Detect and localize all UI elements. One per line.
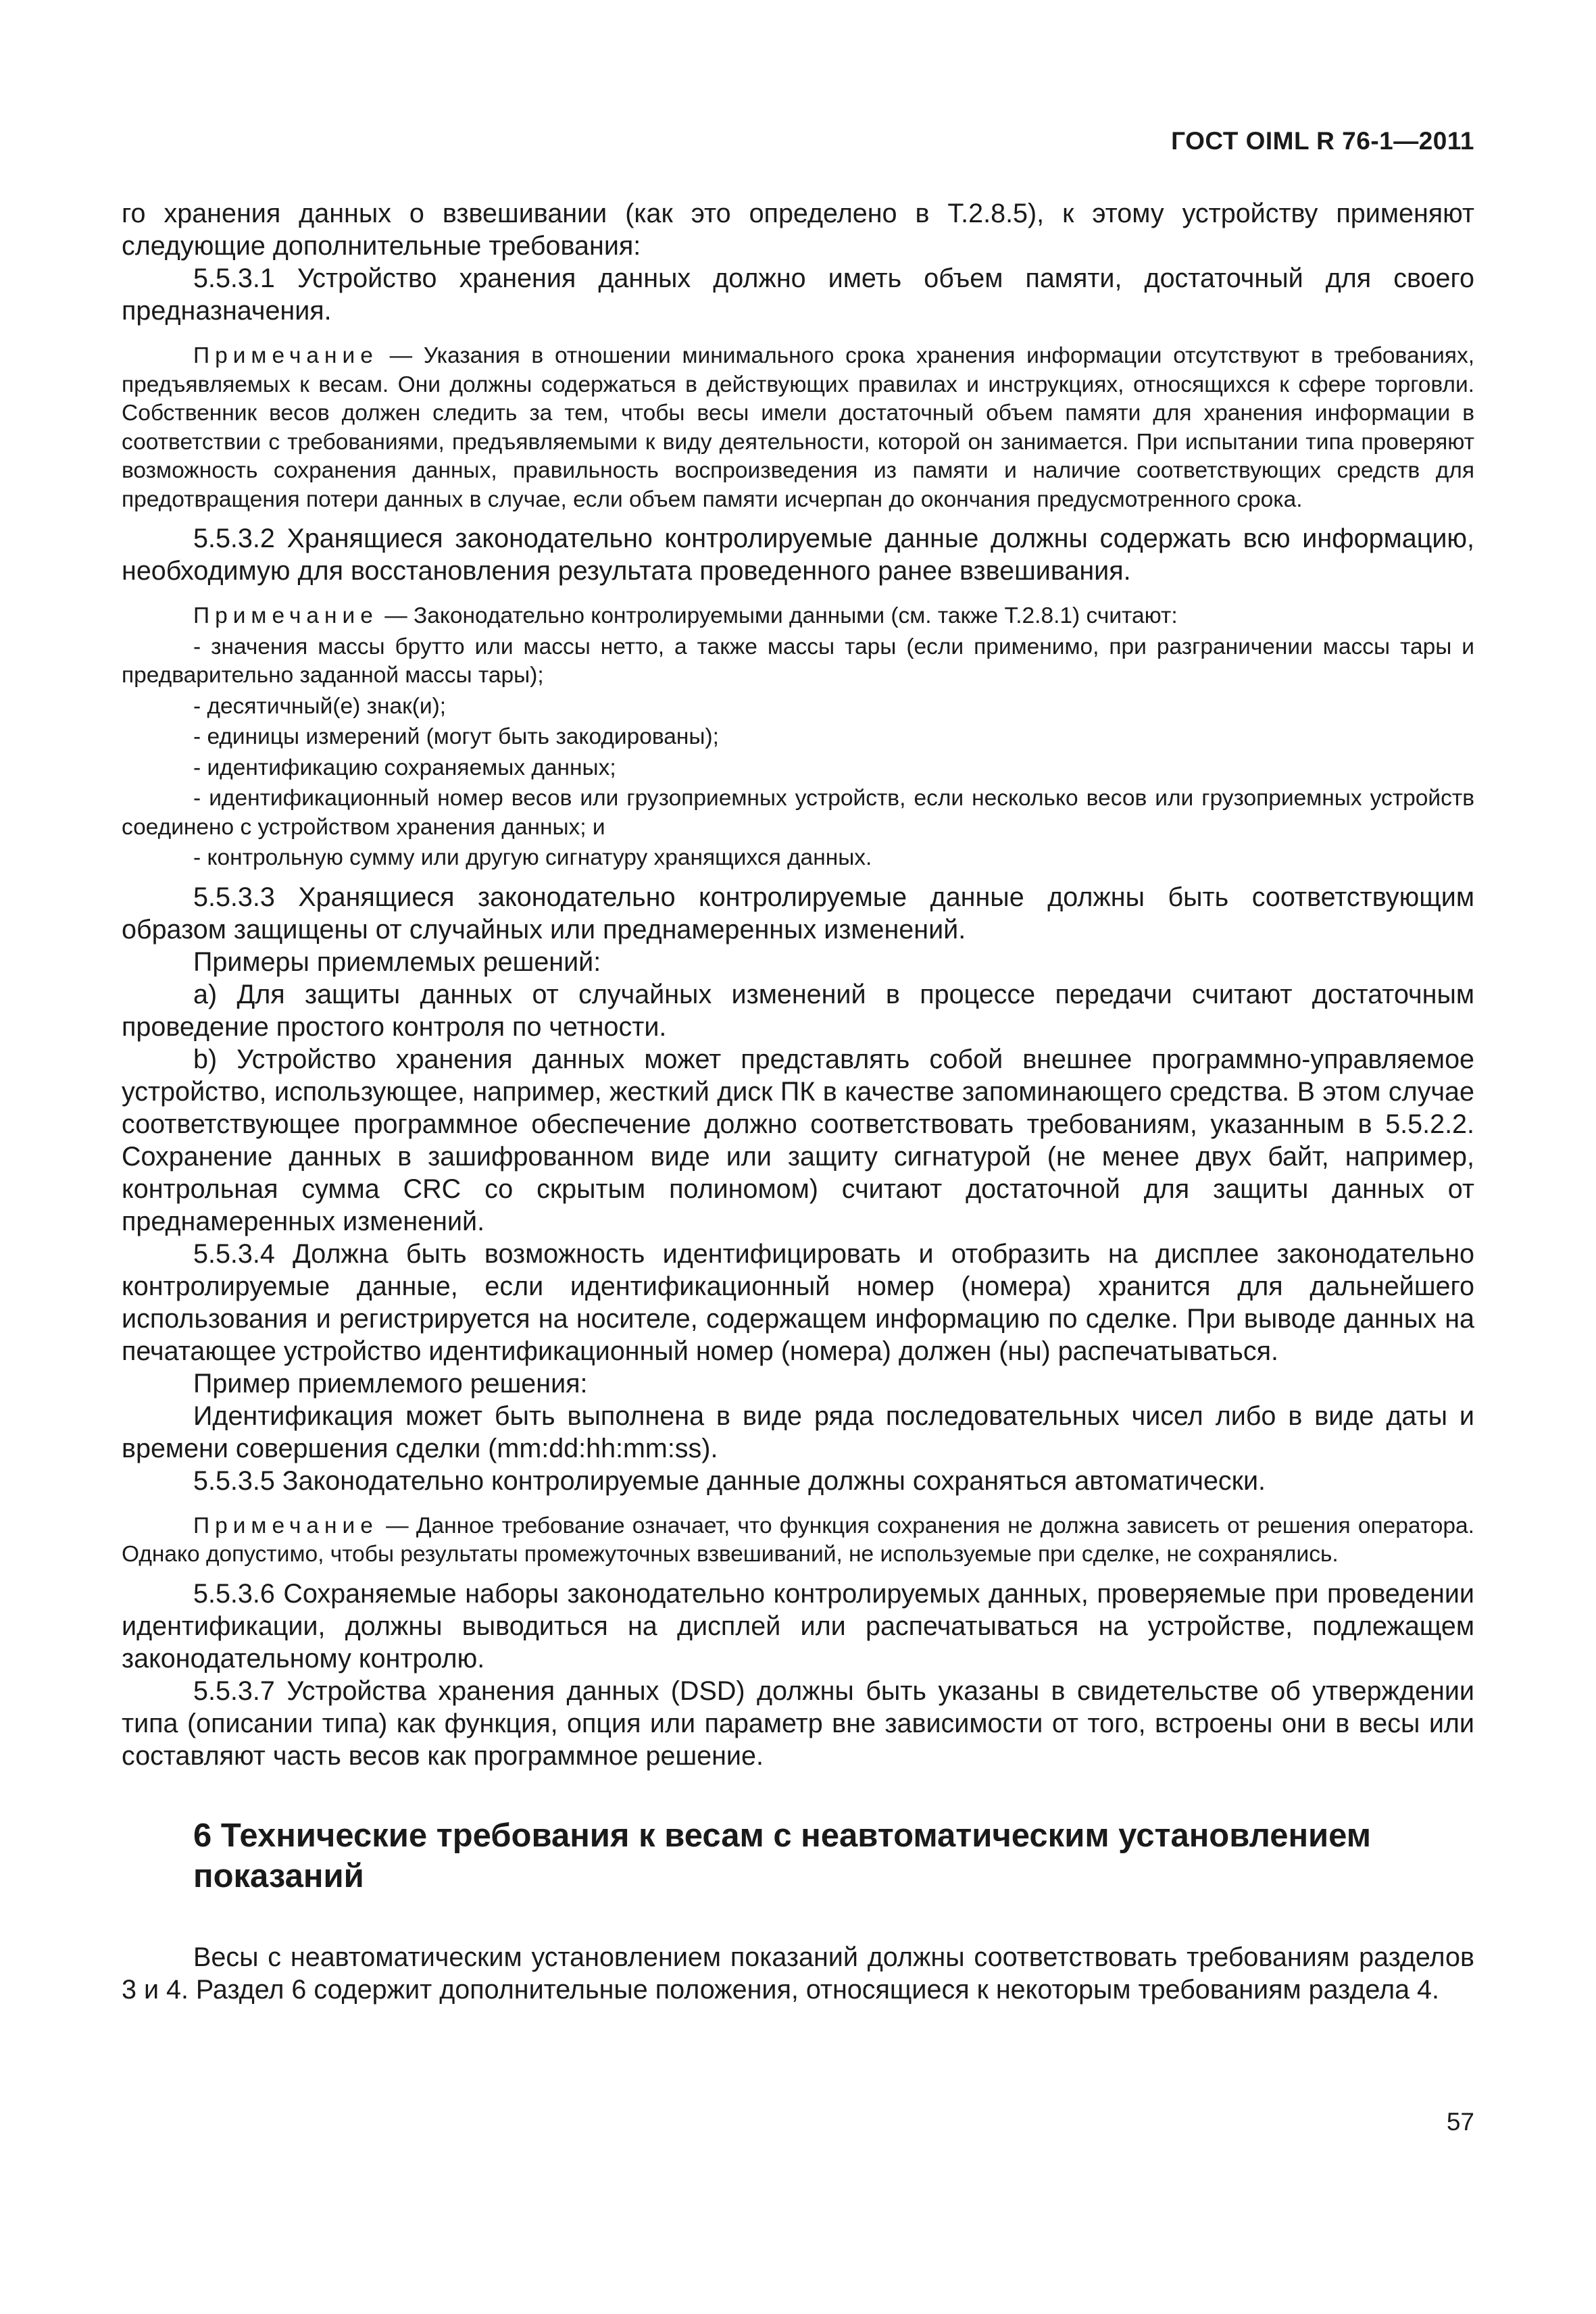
note-list-item: - идентификационный номер весов или грузоприемных устройств, если несколько весов или грузоприемных устройств соединено с устройством хранения данных; и	[122, 786, 1474, 840]
clause-5-5-3-5: 5.5.3.5 Законодательно контролируемые данные должны сохраняться автоматически.	[193, 1465, 1266, 1496]
example-identification: Идентификация может быть выполнена в виде ряда последовательных чисел либо в виде даты и времени совершения сделки (mm:dd:hh:mm:ss).	[122, 1401, 1474, 1463]
page-content	[122, 197, 1474, 2006]
note-label: Примечание	[193, 603, 378, 628]
note-text: — Указания в отношении минимального срока хранения информации отсутствуют в требованиях, предъявляемых к весам. Они должны содержаться в действующих правилах и инструкциях, относящихся к сфере торговли. Собственник весов должен следить за тем, чтобы весы имели достаточный объем памяти для хранения информации в соответствии с требованиями, предъявляемыми к виду деятельности, которой он занимается. При испытании типа проверяют возможность сохранения данных, правильность воспроизведения из памяти и наличие соответствующих средств для предотвращения потери данных в случае, если объем памяти исчерпан до окончания предусмотренного срока.	[122, 343, 1474, 512]
clause-5-5-3-6: 5.5.3.6 Сохраняемые наборы законодательно контролируемых данных, проверяемые при проведении идентификации, должны выводиться на дисплей или распечатываться на устройстве, подлежащем законодательному контролю.	[122, 1578, 1474, 1674]
note-paragraph	[122, 1512, 1474, 1569]
note-paragraph	[122, 602, 1474, 631]
note-auto-save	[122, 1512, 1474, 1569]
standard-code-header: ГОСТ OIML R 76-1—2011	[1171, 127, 1474, 155]
section-6-intro: Весы с неавтоматическим установлением показаний должны соответствовать требованиям разделов 3 и 4. Раздел 6 содержит дополнительные положения, относящиеся к некоторым требованиям раздела 4.	[122, 1942, 1474, 2005]
note-text: — Данное требование означает, что функция сохранения не должна зависеть от решения оператора. Однако допустимо, чтобы результаты промежуточных взвешиваний, не используемые при сделке, не сохранялись.	[122, 1513, 1474, 1567]
page-number: 57	[1446, 2108, 1474, 2136]
clause-5-5-3-3: 5.5.3.3 Хранящиеся законодательно контролируемые данные должны быть соответствующим образом защищены от случайных или преднамеренных изменений.	[122, 882, 1474, 945]
note-paragraph	[122, 342, 1474, 514]
section-6-heading: 6 Технические требования к весам с неавтоматическим установлением показаний	[193, 1817, 1372, 1894]
note-text: — Законодательно контролируемыми данными (см. также Т.2.8.1) считают:	[378, 603, 1178, 628]
note-label: Примечание	[193, 343, 378, 368]
note-list-item: - идентификацию сохраняемых данных;	[193, 755, 616, 780]
example-a: a) Для защиты данных от случайных изменений в процессе передачи считают достаточным проведение простого контроля по четности.	[122, 979, 1474, 1042]
clause-5-5-3-1: 5.5.3.1 Устройство хранения данных должно иметь объем памяти, достаточный для своего предназначения.	[122, 263, 1474, 326]
examples-heading: Примеры приемлемых решений:	[193, 947, 601, 977]
note-list-item: - значения массы брутто или массы нетто, а также массы тары (если применимо, при разграничении массы тары и предварительно заданной массы тары);	[122, 634, 1474, 688]
note-label: Примечание	[193, 1513, 378, 1538]
note-list-item: - единицы измерений (могут быть закодированы);	[193, 724, 719, 749]
note-legal-data	[122, 602, 1474, 873]
clause-5-5-3-4: 5.5.3.4 Должна быть возможность идентифицировать и отобразить на дисплее законодательно контролируемые данные, если идентификационный номер (номера) хранится для дальнейшего использования и регистрируется на носителе, содержащем информацию по сделке. При выводе данных на печатающее устройство идентификационный номер (номера) должен (ны) распечатываться.	[122, 1238, 1474, 1366]
clause-5-5-3-2: 5.5.3.2 Хранящиеся законодательно контролируемые данные должны содержать всю информацию, необходимую для восстановления результата проведенного ранее взвешивания.	[122, 524, 1474, 586]
clause-5-5-3-7: 5.5.3.7 Устройства хранения данных (DSD) должны быть указаны в свидетельстве об утверждении типа (описании типа) как функция, опция или параметр вне зависимости от того, встроены они в весы или составляют часть весов как программное решение.	[122, 1676, 1474, 1771]
note-list-item: - контрольную сумму или другую сигнатуру хранящихся данных.	[193, 845, 872, 870]
example-heading: Пример приемлемого решения:	[193, 1368, 588, 1399]
paragraph-continuation: го хранения данных о взвешивании (как это определено в Т.2.8.5), к этому устройству применяют следующие дополнительные требования:	[122, 199, 1474, 261]
example-b: b) Устройство хранения данных может представлять собой внешнее программно-управляемое устройство, использующее, например, жесткий диск ПК в качестве запоминающего средства. В этом случае соответствующее программное обеспечение должно соответствовать требованиям, указанным в 5.5.2.2. Сохранение данных в зашифрованном виде или защиту сигнатурой (не менее двух байт, например, контрольная сумма CRC со скрытым полиномом) считают достаточной для защиты данных от преднамеренных изменений.	[122, 1044, 1474, 1236]
note-min-storage	[122, 342, 1474, 514]
note-list-item: - десятичный(е) знак(и);	[193, 693, 447, 719]
